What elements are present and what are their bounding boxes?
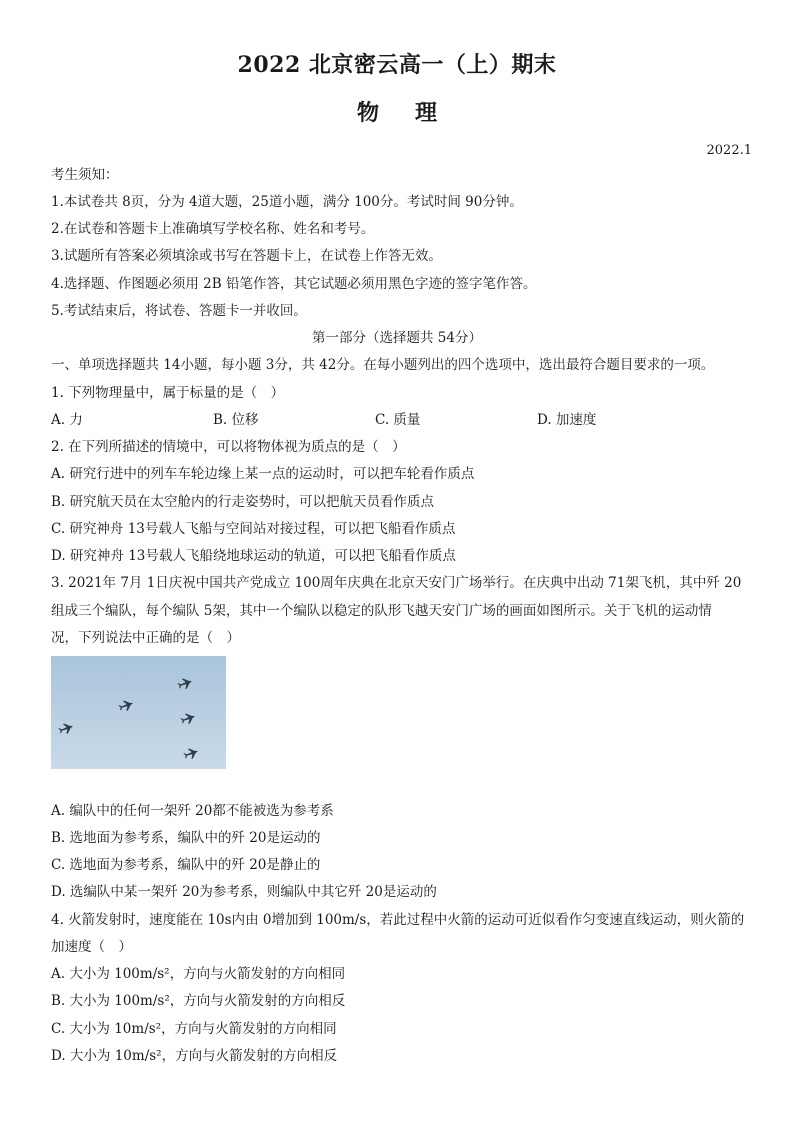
notice-item: 1.本试卷共 8页，分为 4道大题，25道小题，满分 100分。考试时间 90分钟。 — [51, 194, 523, 210]
q3-stem-line: 3. 2021年 7月 1日庆祝中国共产党成立 100周年庆典在北京天安门广场举行。在庆典中出动 71架飞机，其中歼 20 — [51, 575, 742, 591]
q4-stem-line: 4. 火箭发射时，速度能在 10s内由 0增加到 100m/s，若此过程中火箭的运动可近似看作匀变速直线运动，则火箭的 — [51, 912, 745, 928]
q4-option-b: B. 大小为 100m/s²，方向与火箭发射的方向相反 — [51, 993, 346, 1009]
page-title: 2022 北京密云高一（上）期末 — [237, 52, 557, 78]
subject-title: 物理 — [356, 100, 473, 126]
notice-item: 4.选择题、作图题必须用 2B 铅笔作答，其它试题必须用黑色字迹的签字笔作答。 — [51, 276, 537, 292]
section-intro: 一、单项选择题共 14小题，每小题 3分，共 42分。在每小题列出的四个选项中，选出最符合题目要求的一项。 — [51, 357, 715, 373]
part-heading: 第一部分（选择题共 54分） — [312, 330, 482, 346]
q2-option-b: B. 研究航天员在太空舱内的行走姿势时，可以把航天员看作质点 — [51, 494, 435, 510]
q2-option-d: D. 研究神舟 13号载人飞船绕地球运动的轨道，可以把飞船看作质点 — [51, 548, 456, 564]
notice-item: 3.试题所有答案必须填涂或书写在答题卡上，在试卷上作答无效。 — [51, 248, 442, 264]
notice-item: 5.考试结束后，将试卷、答题卡一并收回。 — [51, 303, 307, 319]
q2-option-c: C. 研究神舟 13号载人飞船与空间站对接过程，可以把飞船看作质点 — [51, 521, 456, 537]
q1-option-a: A. 力 — [51, 412, 83, 428]
q1-stem: 1. 下列物理量中，属于标量的是（ ） — [51, 385, 285, 401]
q2-option-a: A. 研究行进中的列车车轮边缘上某一点的运动时，可以把车轮看作质点 — [51, 466, 475, 482]
q1-option-c: C. 质量 — [375, 412, 421, 428]
q1-option-b: B. 位移 — [213, 412, 259, 428]
q2-stem: 2. 在下列所描述的情境中，可以将物体视为质点的是（ ） — [51, 439, 406, 455]
exam-date: 2022.1 — [706, 143, 752, 158]
q3-option-b: B. 选地面为参考系，编队中的歼 20是运动的 — [51, 830, 321, 846]
notice-item: 2.在试卷和答题卡上准确填写学校名称、姓名和考号。 — [51, 221, 375, 237]
q3-option-c: C. 选地面为参考系，编队中的歼 20是静止的 — [51, 857, 321, 873]
q3-stem-line: 组成三个编队，每个编队 5架，其中一个编队以稳定的队形飞越天安门广场的画面如图所示。关于飞机的运动情 — [51, 603, 712, 619]
jet-formation-photo — [51, 656, 226, 769]
notice-heading: 考生须知： — [51, 167, 119, 183]
q3-option-a: A. 编队中的任何一架歼 20都不能被选为参考系 — [51, 803, 334, 819]
q4-option-c: C. 大小为 10m/s²，方向与火箭发射的方向相同 — [51, 1021, 337, 1037]
q1-option-d: D. 加速度 — [537, 412, 597, 428]
q3-stem-line: 况，下列说法中正确的是（ ） — [51, 630, 240, 646]
q3-option-d: D. 选编队中某一架歼 20为参考系，则编队中其它歼 20是运动的 — [51, 884, 437, 900]
q4-option-d: D. 大小为 10m/s²，方向与火箭发射的方向相反 — [51, 1048, 338, 1064]
q4-stem-line: 加速度（ ） — [51, 939, 132, 955]
sky-background — [51, 656, 226, 769]
q4-option-a: A. 大小为 100m/s²，方向与火箭发射的方向相同 — [51, 966, 346, 982]
